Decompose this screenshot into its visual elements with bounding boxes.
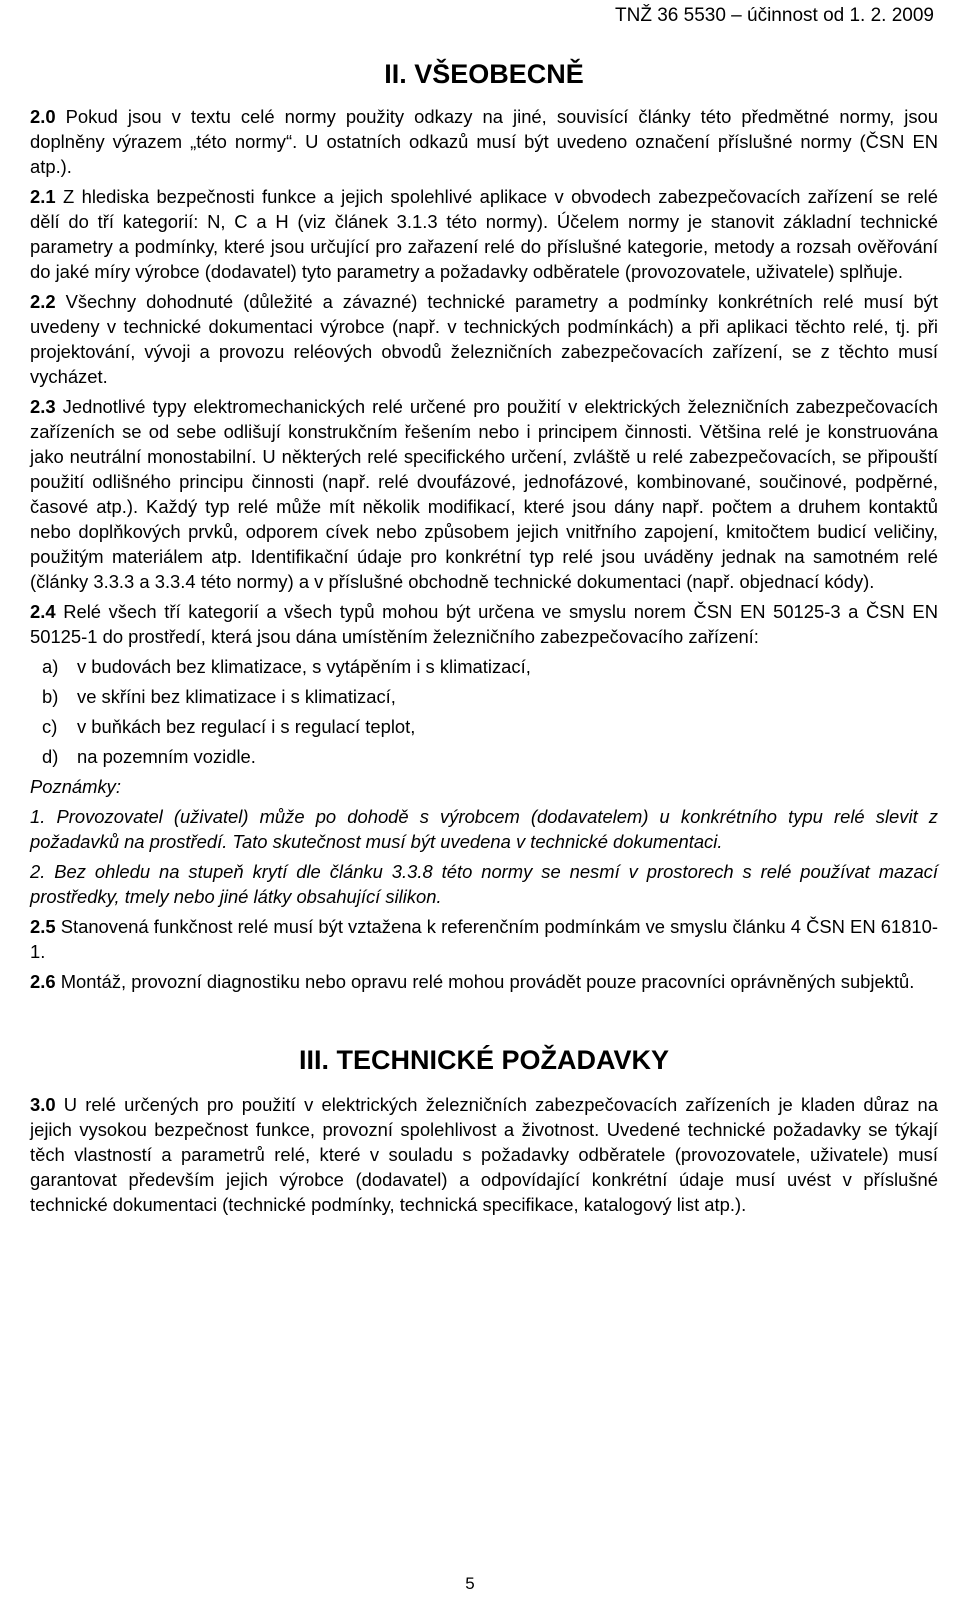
list-item-text: v buňkách bez regulací i s regulací teplot,	[77, 716, 416, 737]
list-marker: b)	[42, 686, 59, 707]
paragraph-text: Montáž, provozní diagnostiku nebo opravu relé mohou provádět pouze pracovníci oprávněných subjektů.	[60, 971, 915, 992]
paragraph-2-1	[30, 184, 938, 284]
paragraph-2-0	[30, 104, 938, 179]
list-item-text: ve skříni bez klimatizace i s klimatizací,	[77, 686, 396, 707]
paragraph-number: 2.4	[30, 601, 56, 622]
paragraph-2-2	[30, 289, 938, 389]
list-marker: d)	[42, 746, 59, 767]
note-1: 1. Provozovatel (uživatel) může po dohodě s výrobcem (dodavatelem) u konkrétního typu relé slevit z požadavků na prostředí. Tato skutečnost musí být uvedena v technické dokumentaci.	[30, 806, 938, 852]
list-item-text: v budovách bez klimatizace, s vytápěním i s klimatizací,	[77, 656, 531, 677]
paragraph-number: 2.1	[30, 186, 56, 207]
paragraph-text: Stanovená funkčnost relé musí být vztažena k referenčním podmínkám ve smyslu článku 4 ČSN EN 61810-1.	[30, 916, 938, 962]
list-marker: a)	[42, 656, 59, 677]
paragraph-text: Z hlediska bezpečnosti funkce a jejich spolehlivé aplikace v obvodech zabezpečovacích zařízení se relé dělí do tří kategorií: N, C a H (viz článek 3.1.3 této normy). Účelem normy je stanovit základní technické parametry a podmínky, které jsou určující pro zařazení relé do příslušné kategorie, metody a rozsah ověřování do jaké míry výrobce (dodavatel) tyto parametry a požadavky odběratele (provozovatele, uživatele) splňuje.	[30, 186, 938, 282]
list-item	[30, 714, 938, 739]
paragraph-text: Všechny dohodnuté (důležité a závazné) technické parametry a podmínky konkrétních relé musí být uvedeny v technické dokumentaci výrobce (např. v technických podmínkách) a při aplikaci těchto relé, tj. při projektování, vývoji a provozu reléových obvodů železničních zabezpečovacích zařízení, se z těchto musí vycházet.	[30, 291, 938, 387]
paragraph-number: 3.0	[30, 1094, 56, 1115]
page-header: TNŽ 36 5530 – účinnost od 1. 2. 2009	[615, 5, 934, 26]
paragraph-2-4	[30, 599, 938, 649]
list-item	[30, 744, 938, 769]
page-content	[30, 56, 938, 1222]
section-2-title: II. VŠEOBECNĚ	[384, 59, 584, 89]
list-item	[30, 684, 938, 709]
paragraph-text: U relé určených pro použití v elektrických železničních zabezpečovacích zařízeních je kladen důraz na jejich vysokou bezpečnost funkce, provozní spolehlivost a životnost. Uvedené technické požadavky se týkají těch vlastností a parametrů relé, které v souladu s požadavky odběratele (provozovatele, uživatele) musí garantovat především jejich výrobce (dodavatel) a odpovídající konkrétní údaje musí uvést v příslušné technické dokumentaci (technické podmínky, technická specifikace, katalogový list atp.).	[30, 1094, 938, 1215]
paragraph-3-0	[30, 1092, 938, 1217]
paragraph-number: 2.3	[30, 396, 56, 417]
section-3-title: III. TECHNICKÉ POŽADAVKY	[298, 1045, 670, 1075]
page-number: 5	[465, 1574, 475, 1593]
paragraph-2-3	[30, 394, 938, 594]
paragraph-text: Jednotlivé typy elektromechanických relé určené pro použití v elektrických železničních zabezpečovacích zařízeních se od sebe odlišují konstrukčním řešením nebo i principem činnosti. Většina relé je konstruována jako neutrální monostabilní. U některých relé specifického určení, zvláště u relé zabezpečovacích, se připouští použití odlišného principu činnosti (např. relé dvoufázové, jednofázové, kombinované, součinové, podpěrné, časové atp.). Každý typ relé může mít několik modifikací, které jsou dány např. počtem a druhem kontaktů nebo doplňkových prvků, odporem cívek nebo způsobem jejich vnitřního zapojení, kmitočtem budicí veličiny, použitým materiálem atp. Identifikační údaje pro konkrétní typ relé jsou uváděny jednak na samotném relé (články 3.3.3 a 3.3.4 této normy) a v příslušné obchodně technické dokumentaci (např. objednací kódy).	[30, 396, 938, 592]
paragraph-number: 2.0	[30, 106, 56, 127]
paragraph-2-6	[30, 969, 938, 994]
paragraph-2-5	[30, 914, 938, 964]
list-marker: c)	[42, 716, 58, 737]
list-item	[30, 654, 938, 679]
note-2: 2. Bez ohledu na stupeň krytí dle článku 3.3.8 této normy se nesmí v prostorech s relé používat mazací prostředky, tmely nebo jiné látky obsahující silikon.	[30, 861, 938, 907]
paragraph-number: 2.5	[30, 916, 56, 937]
notes-title: Poznámky:	[30, 776, 121, 797]
paragraph-number: 2.2	[30, 291, 56, 312]
paragraph-text: Relé všech tří kategorií a všech typů mohou být určena ve smyslu norem ČSN EN 50125-3 a ČSN EN 50125-1 do prostředí, která jsou dána umístěním železničního zabezpečovacího zařízení:	[30, 601, 938, 647]
list-item-text: na pozemním vozidle.	[77, 746, 256, 767]
paragraph-number: 2.6	[30, 971, 56, 992]
environment-list	[30, 654, 938, 769]
paragraph-text: Pokud jsou v textu celé normy použity odkazy na jiné, souvisící články této předmětné normy, jsou doplněny výrazem „této normy“. U ostatních odkazů musí být uvedeno označení příslušné normy (ČSN EN atp.).	[30, 106, 938, 177]
